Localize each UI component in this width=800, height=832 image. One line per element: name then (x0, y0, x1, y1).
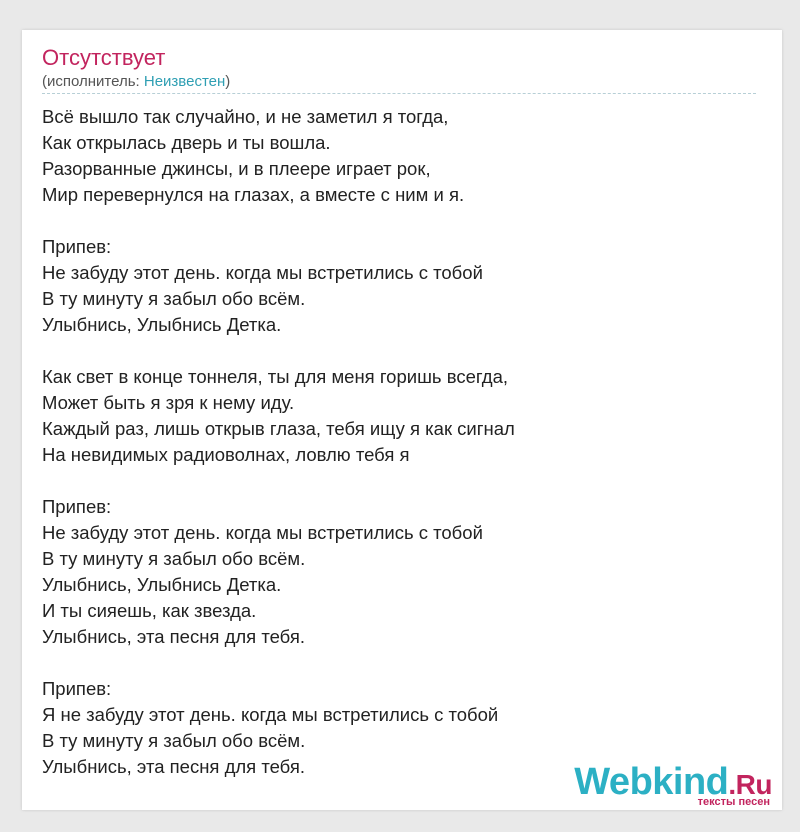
lyrics-blank-line (42, 468, 515, 494)
lyrics-line: Улыбнись, эта песня для тебя. (42, 756, 306, 777)
lyrics-line: Разорванные джинсы, и в плеере играет рок, (42, 158, 431, 179)
lyrics-line: Улыбнись, Улыбнись Детка. (42, 574, 282, 595)
artist-suffix: ) (225, 73, 231, 90)
lyrics-line: На невидимых радиоволнах, ловлю тебя я (42, 444, 410, 465)
lyrics-line: В ту минуту я забыл обо всём. (42, 730, 306, 751)
dashed-divider (42, 93, 756, 94)
lyrics-blank-line (42, 208, 515, 234)
lyrics-line: Всё вышло так случайно, и не заметил я тогда, (42, 106, 449, 127)
lyrics-line: Не забуду этот день. когда мы встретились с тобой (42, 262, 483, 283)
logo-name: Webkind (574, 761, 729, 803)
site-logo[interactable] (574, 761, 772, 808)
lyrics-line: Улыбнись, эта песня для тебя. (42, 626, 306, 647)
lyrics-line: Припев: (42, 236, 112, 257)
lyrics-line: Припев: (42, 678, 112, 699)
lyrics-line: Мир перевернулся на глазах, а вместе с ним и я. (42, 184, 465, 205)
lyrics-line: Я не забуду этот день. когда мы встретились с тобой (42, 704, 499, 725)
song-title: Отсутствует (42, 45, 166, 70)
lyrics-line: Каждый раз, лишь открыв глаза, тебя ищу я как сигнал (42, 418, 515, 439)
lyrics-blank-line (42, 338, 515, 364)
lyrics-line: Улыбнись, Улыбнись Детка. (42, 314, 282, 335)
lyrics-line: Припев: (42, 496, 112, 517)
lyrics-line: Не забуду этот день. когда мы встретились с тобой (42, 522, 483, 543)
lyrics-line: И ты сияешь, как звезда. (42, 600, 257, 621)
lyrics-blank-line (42, 650, 515, 676)
artist-line (42, 73, 230, 91)
lyrics-line: В ту минуту я забыл обо всём. (42, 288, 306, 309)
lyrics-line: Может быть я зря к нему иду. (42, 392, 295, 413)
lyrics-line: В ту минуту я забыл обо всём. (42, 548, 306, 569)
artist-link[interactable]: Неизвестен (143, 73, 226, 90)
lyrics-line: Как открылась дверь и ты вошла. (42, 132, 331, 153)
logo-tagline: тексты песен (697, 796, 770, 808)
lyrics-text (42, 104, 515, 780)
lyrics-line: Как свет в конце тоннеля, ты для меня горишь всегда, (42, 366, 509, 387)
logo-tld: .Ru (728, 769, 772, 800)
artist-prefix: (исполнитель: (42, 73, 144, 90)
